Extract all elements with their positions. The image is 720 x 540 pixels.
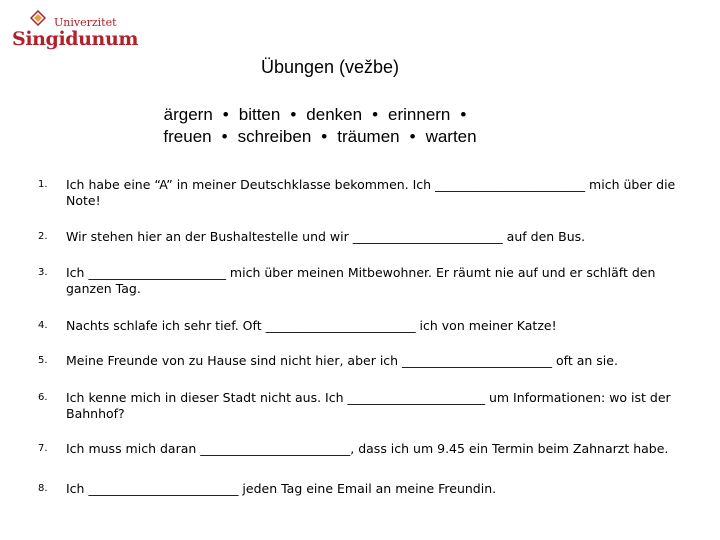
page-title: Übungen (vežbe) (260, 57, 400, 77)
word-item: erinnern (388, 105, 451, 124)
word-separator: • (290, 105, 297, 124)
word-item: ärgern (163, 105, 213, 124)
word-bank-line-2 (60, 126, 580, 148)
exercise-number: 7. (38, 443, 48, 454)
word-bank-line-1 (60, 104, 580, 126)
word-separator: • (460, 105, 467, 124)
word-item: träumen (337, 127, 400, 146)
word-separator: • (221, 127, 228, 146)
exercise-number: 2. (38, 231, 48, 242)
exercise-number: 3. (38, 267, 48, 278)
exercise-number: 1. (38, 179, 48, 190)
word-bank (60, 104, 580, 148)
logo-text-big: Singidunum (12, 28, 139, 50)
exercise-text: Wir stehen hier an der Bushaltestelle und wir ________________________ auf den Bus. (66, 229, 586, 244)
exercise-number: 4. (38, 320, 48, 331)
word-separator: • (222, 105, 229, 124)
exercise-text: Ich ______________________ mich über meinen Mitbewohner. Er räumt nie auf und er schläft den ganzen Tag. (66, 265, 656, 296)
word-separator: • (372, 105, 379, 124)
exercise-number: 5. (38, 355, 48, 366)
exercise-text: Nachts schlafe ich sehr tief. Oft ________________________ ich von meiner Katze! (66, 318, 557, 333)
university-emblem-icon (30, 10, 46, 26)
exercise-text: Ich kenne mich in dieser Stadt nicht aus. Ich ______________________ um Informationen: wo ist der Bahnhof? (66, 390, 671, 421)
word-item: bitten (238, 105, 281, 124)
word-item: warten (425, 127, 477, 146)
exercise-number: 8. (38, 483, 48, 494)
word-item: schreiben (237, 127, 312, 146)
logo-text-small: Univerzitet (54, 16, 117, 29)
exercise-text: Ich muss mich daran ________________________, dass ich um 9.45 ein Termin beim Zahnarzt habe. (66, 441, 669, 456)
word-separator: • (409, 127, 416, 146)
word-separator: • (321, 127, 328, 146)
exercise-text: Ich ________________________ jeden Tag eine Email an meine Freundin. (66, 481, 497, 496)
exercise-number: 6. (38, 392, 48, 403)
word-item: freuen (163, 127, 212, 146)
word-item: denken (306, 105, 363, 124)
exercise-text: Ich habe eine “A” in meiner Deutschklasse bekommen. Ich ________________________ mich über die Note! (66, 177, 676, 208)
university-logo (6, 8, 139, 50)
exercise-text: Meine Freunde von zu Hause sind nicht hier, aber ich ________________________ oft an sie. (66, 353, 618, 368)
